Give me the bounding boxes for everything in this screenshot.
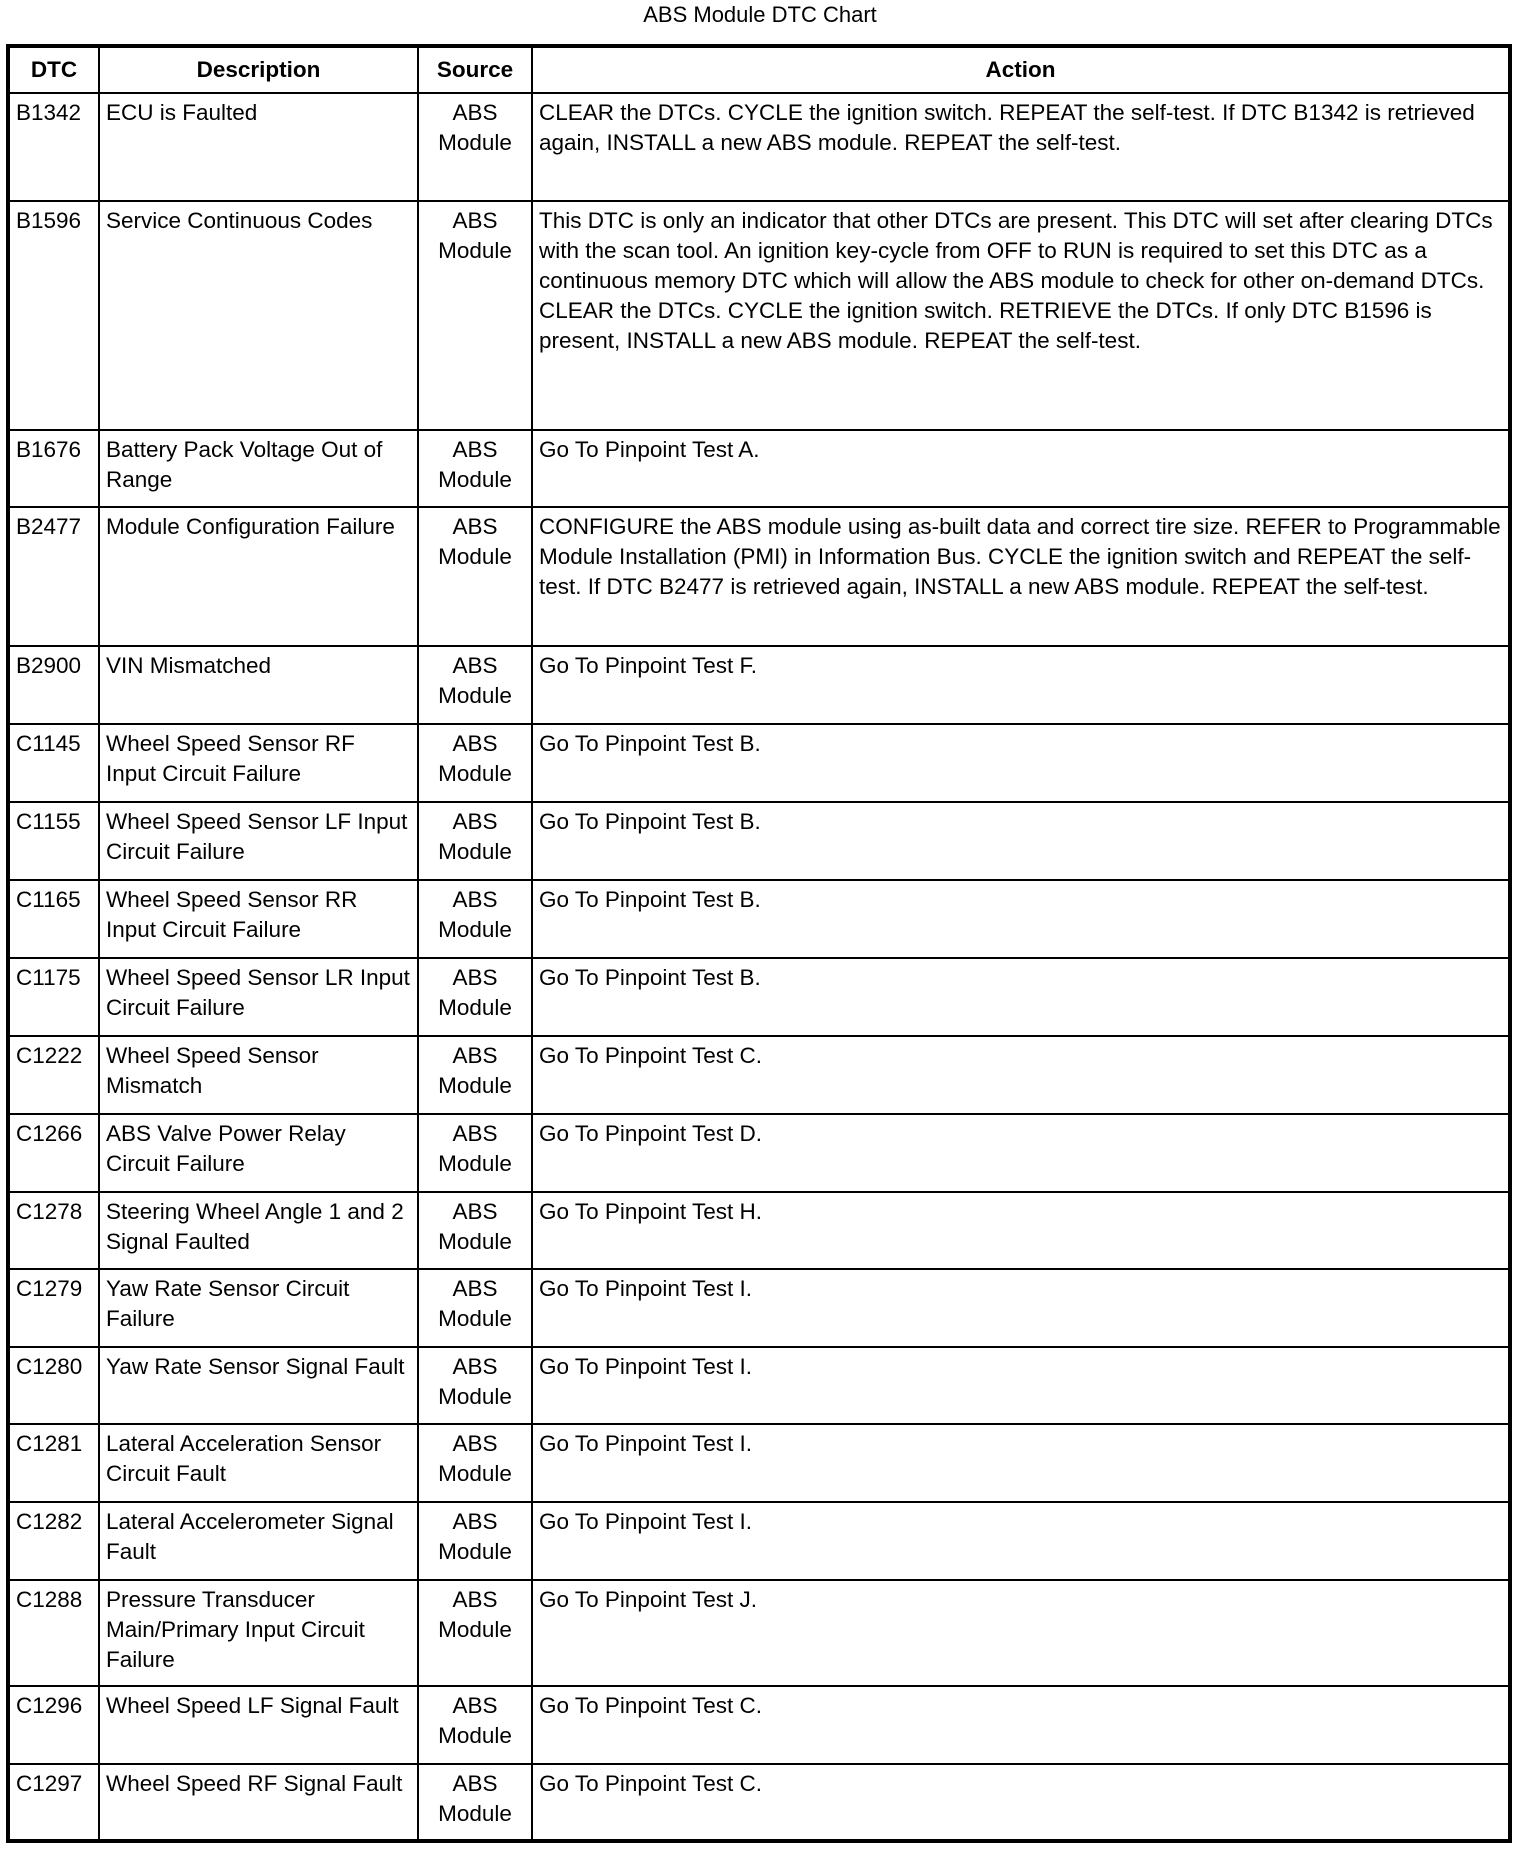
source-line: Module [438, 1617, 512, 1642]
action-paragraph: Go To Pinpoint Test H. [539, 1199, 763, 1224]
action-cell [532, 646, 1510, 724]
source-line: Module [438, 238, 512, 263]
source-line: Module [438, 544, 512, 569]
source-line: Module [438, 1801, 512, 1826]
table-row [8, 1347, 1510, 1424]
table-row [8, 880, 1510, 958]
table-row [8, 1036, 1510, 1114]
dtc-code-cell: C1145 [8, 724, 99, 802]
source-line: Module [438, 1539, 512, 1564]
action-cell [532, 201, 1510, 430]
source-line: Module [438, 1306, 512, 1331]
action-cell [532, 880, 1510, 958]
dtc-code-cell: C1266 [8, 1114, 99, 1192]
table-row [8, 507, 1510, 646]
source-cell [418, 1114, 532, 1192]
source-line: ABS [452, 1509, 498, 1534]
source-line: ABS [452, 1431, 498, 1456]
action-paragraph: Go To Pinpoint Test C. [539, 1043, 763, 1068]
description-cell: Wheel Speed Sensor LF Input Circuit Failure [99, 802, 418, 880]
action-cell [532, 1192, 1510, 1269]
source-line: Module [438, 130, 512, 155]
column-header-description: Description [99, 46, 418, 93]
description-cell: Battery Pack Voltage Out of Range [99, 430, 418, 507]
description-cell: Lateral Accelerometer Signal Fault [99, 1502, 418, 1580]
source-cell [418, 93, 532, 201]
dtc-code-cell: C1282 [8, 1502, 99, 1580]
table-row [8, 201, 1510, 430]
action-cell [532, 1686, 1510, 1764]
source-cell [418, 880, 532, 958]
source-cell [418, 802, 532, 880]
column-header-dtc: DTC [8, 46, 99, 93]
source-line: Module [438, 761, 512, 786]
action-paragraph: Go To Pinpoint Test B. [539, 965, 761, 990]
dtc-code-cell: B1596 [8, 201, 99, 430]
table-row [8, 1580, 1510, 1686]
description-cell: Wheel Speed RF Signal Fault [99, 1764, 418, 1841]
dtc-code-cell: C1281 [8, 1424, 99, 1502]
source-line: Module [438, 995, 512, 1020]
dtc-code-cell: C1279 [8, 1269, 99, 1347]
action-cell [532, 958, 1510, 1036]
source-line: Module [438, 1384, 512, 1409]
action-cell [532, 1347, 1510, 1424]
source-line: ABS [452, 1587, 498, 1612]
action-paragraph: Go To Pinpoint Test B. [539, 731, 761, 756]
action-cell [532, 1036, 1510, 1114]
action-paragraph: Go To Pinpoint Test C. [539, 1771, 763, 1796]
description-cell: Service Continuous Codes [99, 201, 418, 430]
table-row [8, 802, 1510, 880]
table-row [8, 646, 1510, 724]
dtc-code-cell: C1296 [8, 1686, 99, 1764]
description-cell: Yaw Rate Sensor Signal Fault [99, 1347, 418, 1424]
source-cell [418, 724, 532, 802]
dtc-code-cell: B1676 [8, 430, 99, 507]
source-line: ABS [452, 1693, 498, 1718]
action-cell [532, 802, 1510, 880]
source-cell [418, 1686, 532, 1764]
source-line: Module [438, 1073, 512, 1098]
table-body [8, 93, 1510, 1841]
source-line: Module [438, 1723, 512, 1748]
table-row [8, 93, 1510, 201]
action-paragraph: CLEAR the DTCs. CYCLE the ignition switch. RETRIEVE the DTCs. If only DTC B1596 is present, INSTALL a new ABS module. REPEAT the self-test. [539, 298, 1432, 353]
source-line: ABS [452, 887, 498, 912]
dtc-code-cell: C1280 [8, 1347, 99, 1424]
action-paragraph: Go To Pinpoint Test F. [539, 653, 758, 678]
action-cell [532, 1502, 1510, 1580]
description-cell: Yaw Rate Sensor Circuit Failure [99, 1269, 418, 1347]
dtc-table [6, 44, 1512, 1843]
dtc-code-cell: B2477 [8, 507, 99, 646]
source-cell [418, 430, 532, 507]
description-cell: Wheel Speed Sensor Mismatch [99, 1036, 418, 1114]
action-paragraph: Go To Pinpoint Test I. [539, 1354, 753, 1379]
source-line: ABS [452, 1043, 498, 1068]
dtc-code-cell: C1288 [8, 1580, 99, 1686]
action-cell [532, 1764, 1510, 1841]
table-row [8, 958, 1510, 1036]
description-cell: Wheel Speed LF Signal Fault [99, 1686, 418, 1764]
table-row [8, 1764, 1510, 1841]
action-cell [532, 724, 1510, 802]
action-paragraph: Go To Pinpoint Test I. [539, 1276, 753, 1301]
description-cell: ABS Valve Power Relay Circuit Failure [99, 1114, 418, 1192]
dtc-code-cell: B2900 [8, 646, 99, 724]
action-cell [532, 1580, 1510, 1686]
description-cell: Lateral Acceleration Sensor Circuit Fault [99, 1424, 418, 1502]
column-header-action: Action [532, 46, 1510, 93]
source-line: Module [438, 839, 512, 864]
source-line: ABS [452, 1354, 498, 1379]
source-cell [418, 646, 532, 724]
action-paragraph: Go To Pinpoint Test I. [539, 1431, 753, 1456]
source-cell [418, 1347, 532, 1424]
column-header-source: Source [418, 46, 532, 93]
description-cell: Wheel Speed Sensor LR Input Circuit Failure [99, 958, 418, 1036]
source-line: ABS [452, 1199, 498, 1224]
dtc-code-cell: C1165 [8, 880, 99, 958]
source-line: ABS [452, 731, 498, 756]
source-line: ABS [452, 809, 498, 834]
dtc-code-cell: C1222 [8, 1036, 99, 1114]
source-line: ABS [452, 437, 498, 462]
description-cell: Wheel Speed Sensor RF Input Circuit Failure [99, 724, 418, 802]
action-cell [532, 93, 1510, 201]
table-row [8, 430, 1510, 507]
table-row [8, 1502, 1510, 1580]
dtc-code-cell: B1342 [8, 93, 99, 201]
table-row [8, 1192, 1510, 1269]
source-line: ABS [452, 100, 498, 125]
table-header-row [8, 46, 1510, 93]
table-row [8, 1114, 1510, 1192]
action-paragraph: Go To Pinpoint Test C. [539, 1693, 763, 1718]
table-row [8, 1424, 1510, 1502]
action-paragraph: This DTC is only an indicator that other DTCs are present. This DTC will set after clearing DTCs with the scan tool. An ignition key-cycle from OFF to RUN is required to set this DTC as a continuous memory DTC which will allow the ABS module to check for other on-demand DTCs. [539, 208, 1493, 293]
action-cell [532, 430, 1510, 507]
source-line: Module [438, 467, 512, 492]
dtc-code-cell: C1278 [8, 1192, 99, 1269]
action-cell [532, 1269, 1510, 1347]
table-row [8, 724, 1510, 802]
description-cell: VIN Mismatched [99, 646, 418, 724]
source-cell [418, 1192, 532, 1269]
source-line: ABS [452, 965, 498, 990]
page-title: ABS Module DTC Chart [643, 2, 877, 27]
table-row [8, 1269, 1510, 1347]
action-paragraph: CONFIGURE the ABS module using as-built data and correct tire size. REFER to Programmable Module Installation (PMI) in Information Bus. CYCLE the ignition switch and REPEAT the self-test. If DTC B2477 is retrieved again, INSTALL a new ABS module. REPEAT the self-test. [539, 514, 1501, 599]
source-cell [418, 1764, 532, 1841]
action-paragraph: Go To Pinpoint Test B. [539, 887, 761, 912]
description-cell: Steering Wheel Angle 1 and 2 Signal Faulted [99, 1192, 418, 1269]
source-line: ABS [452, 208, 498, 233]
table-row [8, 1686, 1510, 1764]
source-cell [418, 958, 532, 1036]
source-cell [418, 1269, 532, 1347]
source-line: ABS [452, 1276, 498, 1301]
source-line: ABS [452, 1771, 498, 1796]
source-line: Module [438, 683, 512, 708]
action-paragraph: Go To Pinpoint Test J. [539, 1587, 758, 1612]
description-cell: Wheel Speed Sensor RR Input Circuit Failure [99, 880, 418, 958]
action-cell [532, 507, 1510, 646]
source-cell [418, 1580, 532, 1686]
source-line: Module [438, 917, 512, 942]
dtc-code-cell: C1175 [8, 958, 99, 1036]
action-paragraph: Go To Pinpoint Test D. [539, 1121, 763, 1146]
source-line: ABS [452, 653, 498, 678]
source-cell [418, 1036, 532, 1114]
source-cell [418, 201, 532, 430]
source-line: Module [438, 1229, 512, 1254]
action-paragraph: Go To Pinpoint Test I. [539, 1509, 753, 1534]
action-paragraph: CLEAR the DTCs. CYCLE the ignition switch. REPEAT the self-test. If DTC B1342 is retrieved again, INSTALL a new ABS module. REPEAT the self-test. [539, 100, 1475, 155]
source-line: Module [438, 1151, 512, 1176]
action-paragraph: Go To Pinpoint Test B. [539, 809, 761, 834]
description-cell: ECU is Faulted [99, 93, 418, 201]
source-line: ABS [452, 514, 498, 539]
description-cell: Pressure Transducer Main/Primary Input Circuit Failure [99, 1580, 418, 1686]
action-cell [532, 1114, 1510, 1192]
action-cell [532, 1424, 1510, 1502]
source-line: Module [438, 1461, 512, 1486]
source-cell [418, 1424, 532, 1502]
dtc-code-cell: C1297 [8, 1764, 99, 1841]
action-paragraph: Go To Pinpoint Test A. [539, 437, 760, 462]
description-cell: Module Configuration Failure [99, 507, 418, 646]
source-cell [418, 1502, 532, 1580]
source-cell [418, 507, 532, 646]
source-line: ABS [452, 1121, 498, 1146]
dtc-code-cell: C1155 [8, 802, 99, 880]
